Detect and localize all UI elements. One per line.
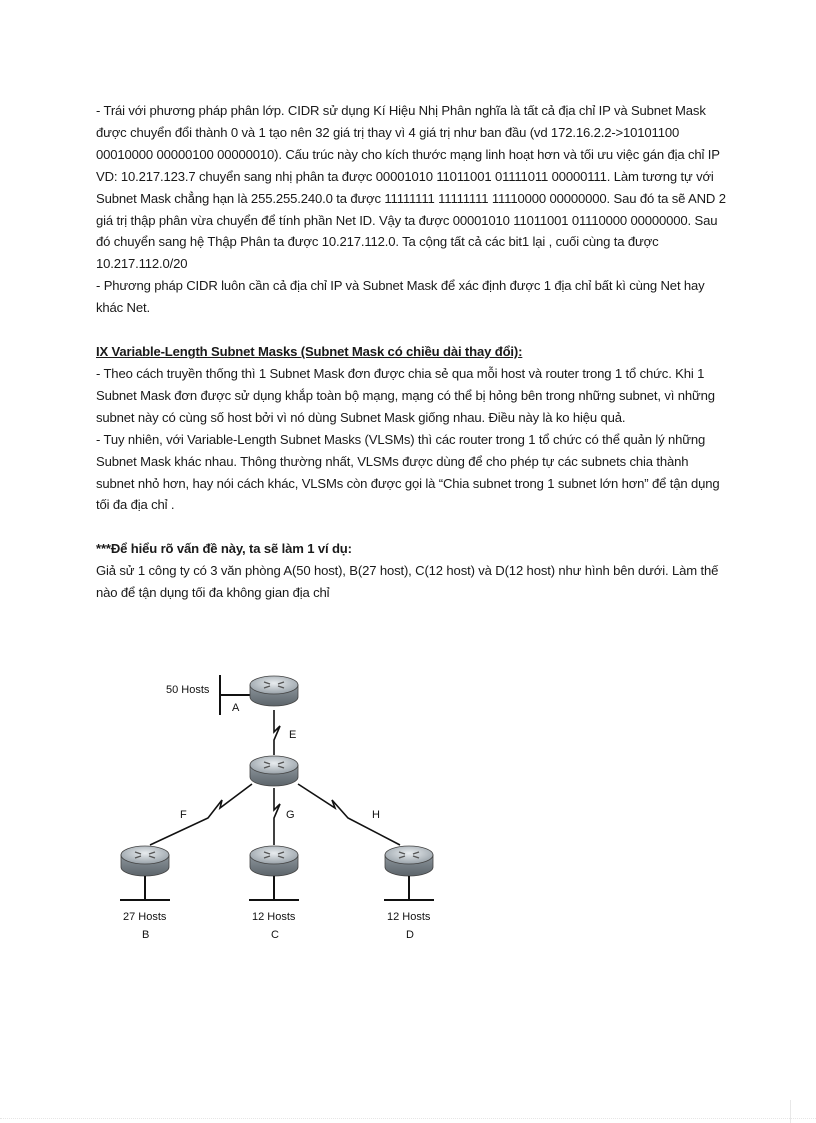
a-hosts-label: 50 Hosts [166,684,210,696]
c-label: C [271,929,279,941]
router-central [250,756,298,786]
b-label: B [142,929,150,941]
scenario-paragraph: Giả sử 1 công ty có 3 văn phòng A(50 host), B(27 host), C(12 host) và D(12 host) như hình bên dưới. Làm thế nào để tận dụng tối đa không gian địa chỉ [96,563,719,601]
b-hosts-label: 27 Hosts [123,911,167,923]
page-corner-mark [790,1100,791,1123]
c-hosts-label: 12 Hosts [252,911,296,923]
a-label: A [232,702,240,714]
e-label: E [289,729,297,741]
cidr-note-paragraph: - Phương pháp CIDR luôn cần cả địa chỉ IP và Subnet Mask để xác định được 1 địa chỉ bất kì cùng Net hay khác Net. [96,278,705,316]
router-b [121,846,169,876]
router-c [250,846,298,876]
page-bottom-border [0,1118,816,1119]
d-label: D [406,929,414,941]
d-hosts-label: 12 Hosts [387,911,431,923]
network-diagram [100,660,480,960]
example-paragraph: VD: 10.217.123.7 chuyển sang nhị phân ta được 00001010 11011001 01111011 00000111. Làm tương tự với Subnet Mask chẳng hạn là 255.255.240.0 ta được 11111111 11111111 11110000 00000000. Sau đó ta sẽ AND 2 giá trị thập phân vừa chuyển để tính phần Net ID. Vậy ta được 00001010 11011001 01110000 00000000. Sau đó chuyển sang hệ Thập Phân ta được 10.217.112.0. Ta cộng tất cả các bit1 lại , cuối cùng ta được 10.217.112.0/20 [96,168,726,272]
serial-link-g [274,788,280,845]
g-label: G [286,809,295,821]
example-title: ***Để hiểu rõ vấn đề này, ta sẽ làm 1 ví dụ: [96,541,352,557]
router-d [385,846,433,876]
serial-link-e [274,710,280,755]
body-text [96,100,726,604]
vlsm-paragraph: - Tuy nhiên, với Variable-Length Subnet Masks (VLSMs) thì các router trong 1 tổ chức có thể quản lý những Subnet Mask khác nhau. Thông thường nhất, VLSMs được dùng để cho phép tự các subnets chia thành subnet nhỏ hơn, hay nói cách khác, VLSMs còn được gọi là “Chia subnet trong 1 subnet lớn hơn” để tận dụng tối đa địa chỉ . [96,431,720,513]
serial-link-h [298,784,400,845]
cidr-paragraph: - Trái với phương pháp phân lớp. CIDR sử dụng Kí Hiệu Nhị Phân nghĩa là tất cả địa chỉ IP và Subnet Mask được chuyển đổi thành 0 và 1 tạo nên 32 giá trị thay vì 4 giá trị như ban đầu (vd 172.16.2.2->10101100 00010000 00000100 00000010). Cấu trúc này cho kích thước mạng linh hoạt hơn và tối ưu việc gán địa chỉ IP [96,103,720,162]
f-label: F [180,809,187,821]
traditional-paragraph: - Theo cách truyền thống thì 1 Subnet Mask đơn được chia sẻ qua mỗi host và router trong 1 tổ chức. Khi 1 Subnet Mask đơn được sử dụng khắp toàn bộ mạng, mạng có thể bị hỏng bên trong những subnet, vì những subnet này có cùng số host bởi vì nó dùng Subnet Mask giống nhau. Điều này là ko hiệu quả. [96,365,715,425]
h-label: H [372,809,380,821]
section-heading: IX Variable-Length Subnet Masks (Subnet Mask có chiều dài thay đổi): [96,344,523,360]
router-a [250,676,298,706]
serial-link-f [150,784,252,845]
